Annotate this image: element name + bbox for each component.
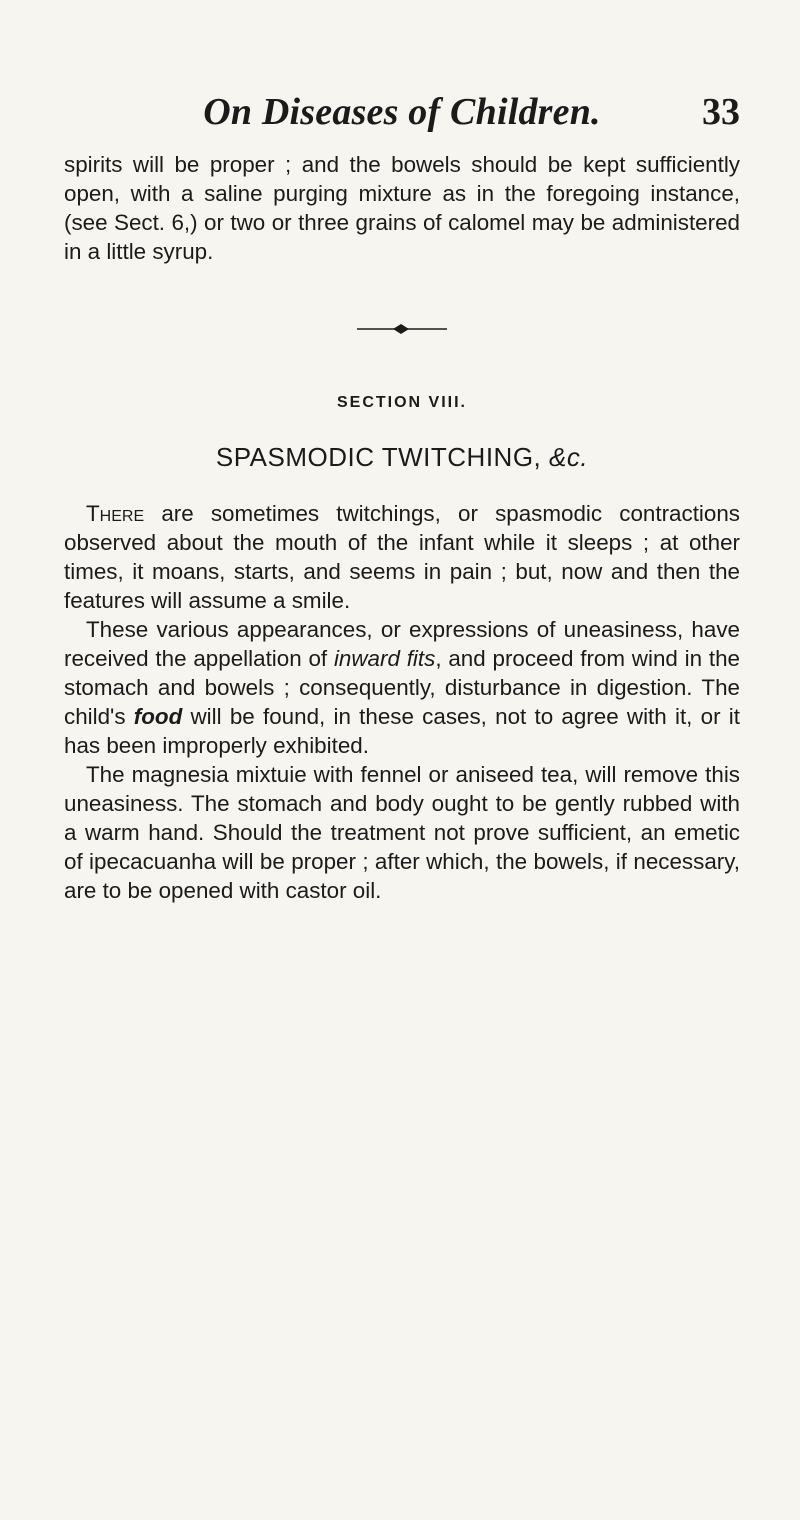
section-body — [64, 499, 740, 905]
paragraph-2-text-b: , and proceed from wind in the stomach and bowels ; consequently, disturbance in digestion. The child's — [64, 646, 740, 729]
section-title — [64, 442, 740, 473]
paragraph-1-text: are sometimes twitchings, or spasmodic contractions observed about the mouth of the infant while it sleeps ; at other times, it moans, starts, and seems in pain ; but, now and then the features will assume a smile. — [64, 501, 740, 613]
book-page — [64, 90, 740, 905]
paragraph-1 — [64, 499, 740, 615]
section-divider-ornament — [357, 322, 447, 336]
paragraph-2-emphasis: inward fits — [333, 646, 436, 671]
running-title: On Diseases of Children. — [203, 91, 601, 133]
section-title-etc: &c. — [549, 442, 589, 472]
section-title-main: SPASMODIC TWITCHING, — [215, 442, 550, 472]
paragraph-2-emphasis-food: food — [133, 704, 183, 729]
paragraph-2 — [64, 615, 740, 760]
running-head — [64, 90, 740, 150]
continuation-paragraph: spirits will be proper ; and the bowels should be kept sufficiently open, with a saline purging mixture as in the foregoing instance, (see Sect. 6,) or two or three grains of calomel may be administered in a little syrup. — [64, 152, 740, 264]
paragraph-3: The magnesia mixtuie with fennel or aniseed tea, will remove this uneasiness. The stomach and body ought to be gently rubbed with a warm hand. Should the treatment not prove sufficient, an emetic of ipecacuanha will be proper ; after which, the bowels, if necessary, are to be opened with castor oil. — [64, 762, 740, 903]
page-number: 33 — [702, 91, 740, 133]
body-text — [64, 150, 740, 266]
section-number: SECTION VIII. — [336, 394, 467, 411]
paragraph-1-lead: There — [86, 501, 145, 526]
paragraph-2-text-a: These various appearances, or expressions of uneasiness, have received the appellation of — [64, 617, 740, 671]
paragraph-2-text-c: will be found, in these cases, not to agree with it, or it has been improperly exhibited. — [64, 704, 740, 758]
